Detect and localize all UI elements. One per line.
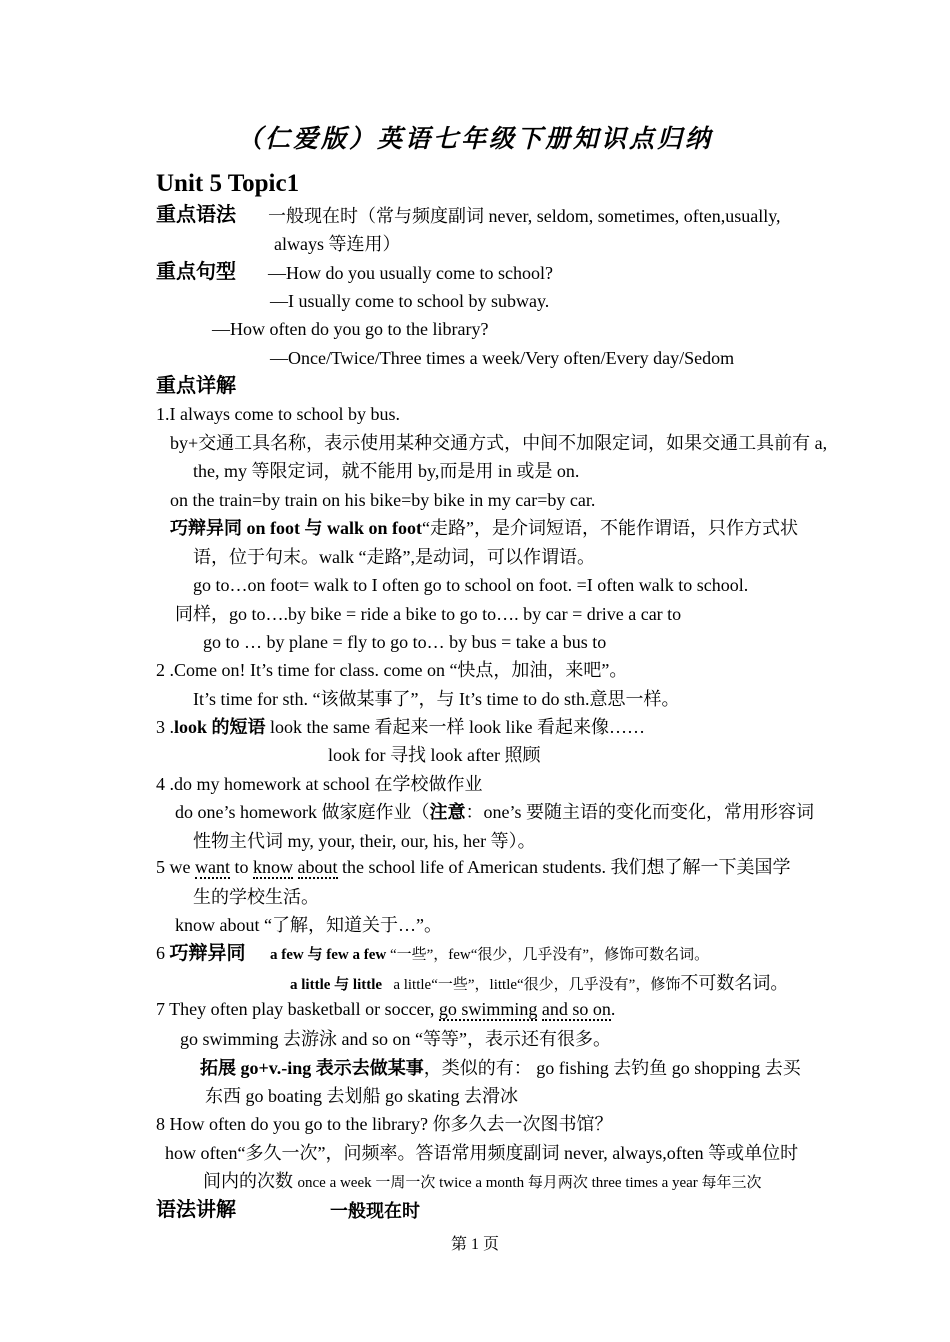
point-1-line: the, my 等限定词，就不能用 by,而是用 in 或是 on. xyxy=(193,461,580,481)
point-1-line: 语，位于句末。walk “走路”,是动词，可以作谓语。 xyxy=(193,547,595,567)
point-8-line: 8 How often do you go to the library? 你多久去一次图书馆？ xyxy=(156,1114,613,1134)
point-7-text: ，类似的有： go fishing 去钓鱼 go shopping 去买 xyxy=(423,1058,801,1078)
grammar-explain-subheading: 一般现在时 xyxy=(330,1201,420,1221)
compare-label: a few 与 few a few xyxy=(270,947,387,963)
point-7-text: 7 They often play basketball or soccer, xyxy=(156,999,439,1019)
point-5-line xyxy=(156,855,790,879)
point-4-line: 4 .do my homework at school 在学校做作业 xyxy=(156,774,483,794)
point-6-line xyxy=(290,971,788,997)
point-6-line xyxy=(270,943,709,967)
sentence-line: —How often do you go to the library? xyxy=(212,319,489,339)
compare-text: a little“一些”，little“很少，几乎没有”，修饰 xyxy=(393,977,681,993)
emphasis-word: want xyxy=(195,857,230,877)
compare-label: 巧辩异同 on foot 与 walk on foot xyxy=(170,518,423,538)
point-6-line xyxy=(156,941,246,966)
point-5-text: the school life of American students. 我们想了解一下美国学 xyxy=(337,857,791,877)
note-label: 注意 xyxy=(429,802,466,822)
grammar-key-line: 一般现在时（常与频度副词 never, seldom, sometimes, often,usually, xyxy=(268,206,781,226)
point-6-label: 巧辩异同 xyxy=(169,943,246,964)
emphasis-word: know xyxy=(253,857,294,877)
point-3-label: look 的短语 xyxy=(174,717,266,737)
point-5-line: know about “了解，知道关于…”。 xyxy=(175,915,442,935)
point-8-text: 间内的次数 xyxy=(203,1171,293,1191)
compare-text: “一些”，few“很少，几乎没有”，修饰可数名词。 xyxy=(389,947,710,963)
sentence-key-heading: 重点句型 xyxy=(156,261,236,283)
point-1-line: go to … by plane = fly to go to… by bus = take a bus to xyxy=(203,632,607,652)
point-1-line: go to…on foot= walk to I often go to school on foot. =I often walk to school. xyxy=(193,575,749,595)
point-3-line xyxy=(156,715,645,739)
extension-label: 拓展 go+v.-ing 表示去做某事 xyxy=(200,1058,424,1078)
point-4-line xyxy=(175,800,814,824)
sentence-line: —How do you usually come to school? xyxy=(268,263,553,283)
detail-heading: 重点详解 xyxy=(156,375,236,397)
sentence-line: —I usually come to school by subway. xyxy=(270,291,550,311)
point-4-text: ：one’s 要随主语的变化而变化，常用形容词 xyxy=(465,802,814,822)
point-7-line xyxy=(156,997,615,1021)
point-3-text: look the same 看起来一样 look like 看起来像…… xyxy=(265,717,645,737)
point-2-line: 2 .Come on! It’s time for class. come on “快点，加油，来吧”。 xyxy=(156,660,628,680)
point-7-line: 东西 go boating 去划船 go skating 去滑冰 xyxy=(205,1086,518,1106)
grammar-key-heading: 重点语法 xyxy=(156,204,236,226)
compare-label: a little 与 little xyxy=(290,977,383,993)
compare-text: 不可数名词。 xyxy=(680,973,789,993)
point-3-line: look for 寻找 look after 照顾 xyxy=(328,745,541,765)
point-8-line xyxy=(203,1169,762,1195)
point-8-text: once a week 一周一次 twice a month 每月两次 three times a year 每年三次 xyxy=(297,1175,762,1191)
point-5-text: to xyxy=(230,857,254,877)
point-4-line: 性物主代词 my, your, their, our, his, her 等）。 xyxy=(193,831,536,851)
point-1-compare-line xyxy=(170,516,798,540)
point-1-line: on the train=by train on his bike=by bike in my car=by car. xyxy=(170,490,596,510)
point-7-line xyxy=(200,1056,801,1080)
point-5-text: 5 we xyxy=(156,857,195,877)
emphasis-word: go swimming xyxy=(438,999,538,1019)
point-7-text: . xyxy=(610,999,616,1019)
grammar-explain-heading: 语法讲解 xyxy=(156,1199,236,1221)
grammar-key-line: always 等连用） xyxy=(274,234,401,254)
point-1-line: by+交通工具名称，表示使用某种交通方式，中间不加限定词，如果交通工具前有 a, xyxy=(170,433,828,453)
point-7-line: go swimming 去游泳 and so on “等等”，表示还有很多。 xyxy=(180,1029,611,1049)
point-6-number: 6 xyxy=(156,943,170,963)
emphasis-word: and so on xyxy=(541,999,611,1019)
point-5-text xyxy=(293,857,298,877)
document-title: （仁爱版）英语七年级下册知识点归纳 xyxy=(236,126,713,153)
sentence-line: —Once/Twice/Three times a week/Very often/Every day/Sedom xyxy=(270,348,735,368)
point-1-line: 1.I always come to school by bus. xyxy=(156,404,400,424)
emphasis-word: about xyxy=(297,857,338,877)
point-5-line: 生的学校生活。 xyxy=(193,887,319,907)
point-3-number: 3 . xyxy=(156,717,174,737)
page-number: 第 1 页 xyxy=(450,1236,499,1253)
unit-heading: Unit 5 Topic1 xyxy=(156,170,300,197)
point-2-line: It’s time for sth. “该做某事了”，与 It’s time to do sth.意思一样。 xyxy=(193,689,680,709)
point-1-line: 同样，go to….by bike = ride a bike to go to…. by car = drive a car to xyxy=(175,604,682,624)
point-8-line: how often“多久一次”，问频率。答语常用频度副词 never, always,often 等或单位时 xyxy=(165,1143,799,1163)
point-4-text: do one’s homework 做家庭作业（ xyxy=(175,802,430,822)
compare-text: “走路”，是介词短语，不能作谓语，只作方式状 xyxy=(422,518,798,538)
